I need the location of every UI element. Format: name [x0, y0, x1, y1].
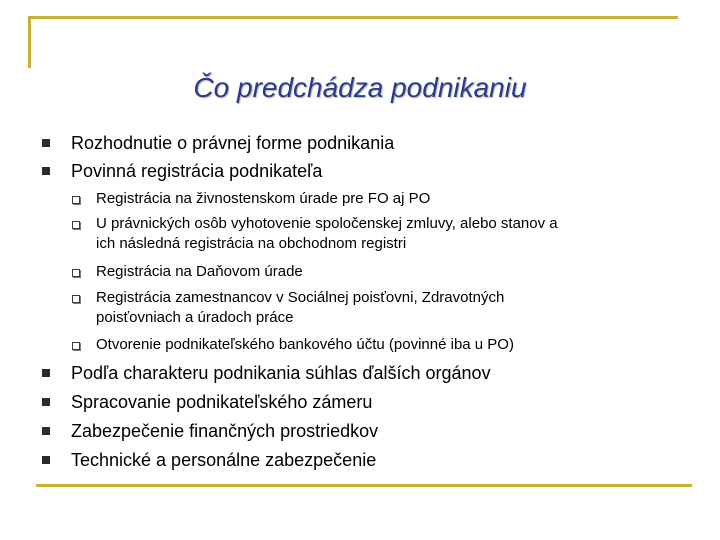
list-item [71, 160, 322, 182]
list-item-text: Technické a personálne zabezpečenie [71, 450, 377, 470]
sub-list-item [96, 288, 504, 328]
sub-list-item [96, 262, 303, 282]
sub-list-item-text-line: ich následná registrácia na obchodnom registri [96, 235, 407, 252]
checkbox-bullet-icon [72, 342, 80, 350]
sub-list-item-text-line: poisťovniach a úradoch práce [96, 309, 294, 326]
sub-list-item [96, 189, 430, 209]
sub-list-item [96, 214, 558, 254]
list-item [71, 420, 378, 442]
sub-list-item-text-line: Registrácia zamestnancov v Sociálnej poisťovni, Zdravotných [96, 289, 505, 306]
list-item-text: Podľa charakteru podnikania súhlas ďalších orgánov [71, 363, 491, 383]
sub-list-item-text: Registrácia na Daňovom úrade [96, 263, 303, 280]
list-item-text: Spracovanie podnikateľského zámeru [71, 392, 373, 412]
checkbox-bullet-icon [72, 196, 80, 204]
square-bullet-icon [42, 398, 50, 406]
list-item-text: Povinná registrácia podnikateľa [71, 161, 323, 181]
list-item-text: Rozhodnutie o právnej forme podnikania [71, 133, 395, 153]
square-bullet-icon [42, 456, 50, 464]
list-item [71, 132, 394, 154]
list-item [71, 362, 491, 384]
sub-list-item-text-line: U právnických osôb vyhotovenie spoločenskej zmluvy, alebo stanov a [96, 215, 558, 232]
slide-title: Čo predchádza podnikaniu [193, 72, 527, 103]
checkbox-bullet-icon [72, 221, 80, 229]
square-bullet-icon [42, 167, 50, 175]
sub-list-item [96, 335, 514, 355]
square-bullet-icon [42, 427, 50, 435]
list-item [71, 391, 372, 413]
list-item [71, 449, 376, 471]
sub-list-item-text: Otvorenie podnikateľského bankového účtu (povinné iba u PO) [96, 336, 514, 353]
square-bullet-icon [42, 139, 50, 147]
list-item-text: Zabezpečenie finančných prostriedkov [71, 421, 379, 441]
checkbox-bullet-icon [72, 269, 80, 277]
checkbox-bullet-icon [72, 295, 80, 303]
square-bullet-icon [42, 369, 50, 377]
sub-list-item-text: Registrácia na živnostenskom úrade pre FO aj PO [96, 190, 431, 207]
